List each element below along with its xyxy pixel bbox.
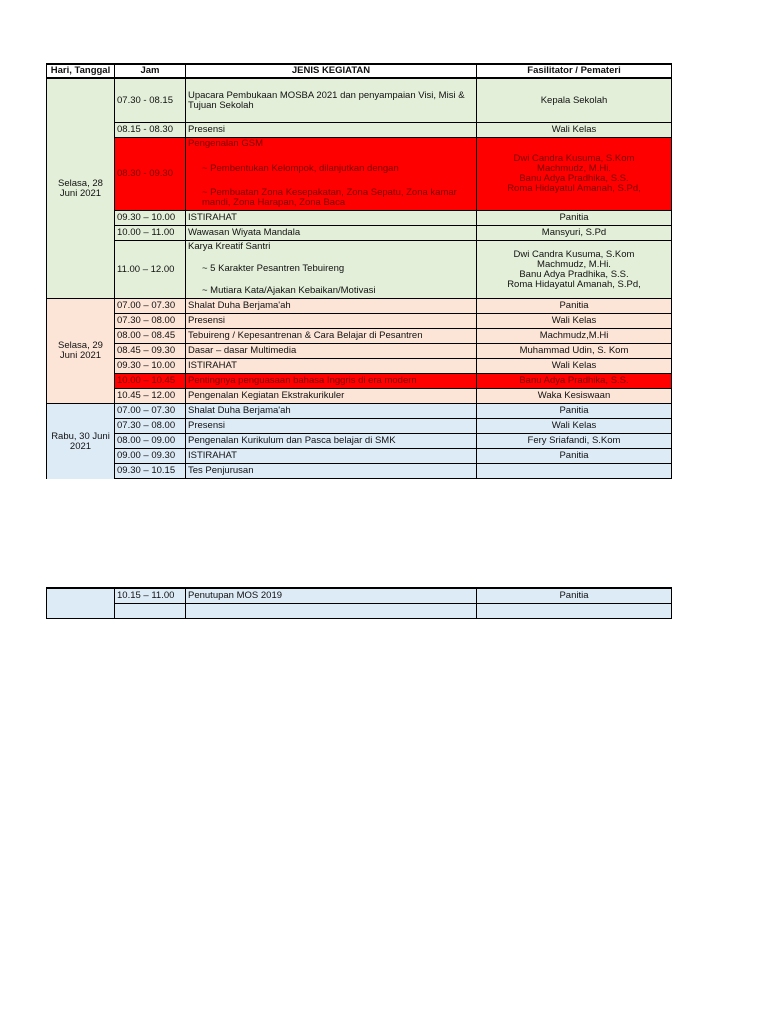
activity-cell: Pengenalan Kegiatan Ekstrakurikuler [186,389,477,404]
facilitator-cell [477,604,672,619]
facilitator-cell: Wali Kelas [477,314,672,329]
activity-sub: ~ Pembuatan Zona Kesepakatan, Zona Sepatu, Zona kamar mandi, Zona Harapan, Zona Baca [202,187,457,208]
facilitator-name: Machmudz, M.Hi. [537,163,611,174]
time-cell: 11.00 – 12.00 [115,241,186,299]
activity-cell: Presensi [186,123,477,138]
activity-sub: ~ Mutiara Kata/Ajakan Kebaikan/Motivasi [202,285,376,296]
time-cell: 08.30 - 09.30 [115,138,186,211]
facilitator-cell: Mansyuri, S.Pd [477,226,672,241]
time-cell [115,604,186,619]
facilitator-name: Banu Adya Pradhika, S.S. [519,173,629,184]
header-time: Jam [115,63,186,79]
activity-title: Karya Kreatif Santri [188,241,271,252]
facilitator-cell: Wali Kelas [477,359,672,374]
time-cell: 07.00 – 07.30 [115,299,186,314]
time-cell: 10.00 – 11.00 [115,226,186,241]
activity-cell: Shalat Duha Berjama'ah [186,404,477,419]
time-cell: 07.30 – 08.00 [115,314,186,329]
activity-cell: Penutupan MOS 2019 [186,589,477,604]
day-label-3-continued [46,589,115,619]
facilitator-cell: Panitia [477,589,672,604]
activity-cell: ISTIRAHAT [186,359,477,374]
activity-cell: Presensi [186,419,477,434]
facilitator-name: Roma Hidayatul Amanah, S.Pd, [507,278,641,290]
activity-title: Pengenalan GSM [188,138,263,149]
facilitator-cell: Panitia [477,211,672,226]
activity-sub: ~ Pembentukan Kelompok, dilanjutkan dengan [202,162,399,174]
facilitator-name: Roma Hidayatul Amanah, S.Pd, [507,183,641,194]
activity-cell [186,604,477,619]
activity-cell [186,138,477,211]
time-cell: 10.15 – 11.00 [115,589,186,604]
activity-cell: Shalat Duha Berjama'ah [186,299,477,314]
activity-cell: Pentingnya penguasaan bahasa Inggris di era modern [186,374,477,389]
facilitator-cell: Panitia [477,299,672,314]
schedule-page [46,63,672,619]
facilitator-cell: Panitia [477,449,672,464]
day-label-3: Rabu, 30 Juni 2021 [46,404,115,479]
facilitator-cell: Waka Kesiswaan [477,389,672,404]
time-cell: 09.30 – 10.00 [115,359,186,374]
facilitator-cell: Kepala Sekolah [477,79,672,123]
time-cell: 07.30 - 08.15 [115,79,186,123]
facilitator-name: Banu Adya Pradhika, S.S. [519,268,629,280]
header-activity: JENIS KEGIATAN [186,63,477,79]
day-block-3 [46,404,672,479]
time-cell: 07.30 – 08.00 [115,419,186,434]
facilitator-cell [477,464,672,479]
facilitator-cell [477,241,672,299]
activity-cell: Dasar – dasar Multimedia [186,344,477,359]
time-cell: 10.45 – 12.00 [115,389,186,404]
facilitator-cell: Wali Kelas [477,123,672,138]
time-cell: 09.30 – 10.15 [115,464,186,479]
day-block-1 [46,79,672,299]
time-cell: 08.00 – 08.45 [115,329,186,344]
page-gap [46,479,672,587]
activity-cell: Tes Penjurusan [186,464,477,479]
activity-cell: ISTIRAHAT [186,449,477,464]
facilitator-cell: Muhammad Udin, S. Kom [477,344,672,359]
day-label-1: Selasa, 28 Juni 2021 [46,79,115,299]
time-cell: 09.30 – 10.00 [115,211,186,226]
facilitator-name: Dwi Candra Kusuma, S.Kom [513,248,635,260]
day-block-3-continued [46,587,672,619]
facilitator-name: Dwi Candra Kusuma, S.Kom [513,153,635,164]
time-cell: 08.45 – 09.30 [115,344,186,359]
facilitator-cell: Banu Adya Pradhika, S.S. [477,374,672,389]
time-cell: 07.00 – 07.30 [115,404,186,419]
facilitator-cell: Panitia [477,404,672,419]
time-cell: 09.00 – 09.30 [115,449,186,464]
day-block-2 [46,299,672,404]
time-cell: 10.00 – 10.45 [115,374,186,389]
facilitator-cell: Machmudz,M.Hi [477,329,672,344]
activity-cell: Wawasan Wiyata Mandala [186,226,477,241]
activity-cell: Presensi [186,314,477,329]
time-cell: 08.15 - 08.30 [115,123,186,138]
header-day: Hari, Tanggal [46,63,115,79]
activity-cell: ISTIRAHAT [186,211,477,226]
facilitator-cell [477,138,672,211]
activity-cell: Upacara Pembukaan MOSBA 2021 dan penyampaian Visi, Misi & Tujuan Sekolah [186,79,477,123]
day-label-2: Selasa, 29 Juni 2021 [46,299,115,404]
activity-cell: Tebuireng / Kepesantrenan & Cara Belajar di Pesantren [186,329,477,344]
table-header [46,63,672,79]
time-cell: 08.00 – 09.00 [115,434,186,449]
activity-cell [186,241,477,299]
activity-cell: Pengenalan Kurikulum dan Pasca belajar di SMK [186,434,477,449]
header-facilitator: Fasilitator / Pemateri [477,63,672,79]
facilitator-cell: Wali Kelas [477,419,672,434]
activity-sub: ~ 5 Karakter Pesantren Tebuireng [202,263,345,274]
facilitator-name: Machmudz, M.Hi. [537,258,611,270]
facilitator-cell: Fery Sriafandi, S.Kom [477,434,672,449]
